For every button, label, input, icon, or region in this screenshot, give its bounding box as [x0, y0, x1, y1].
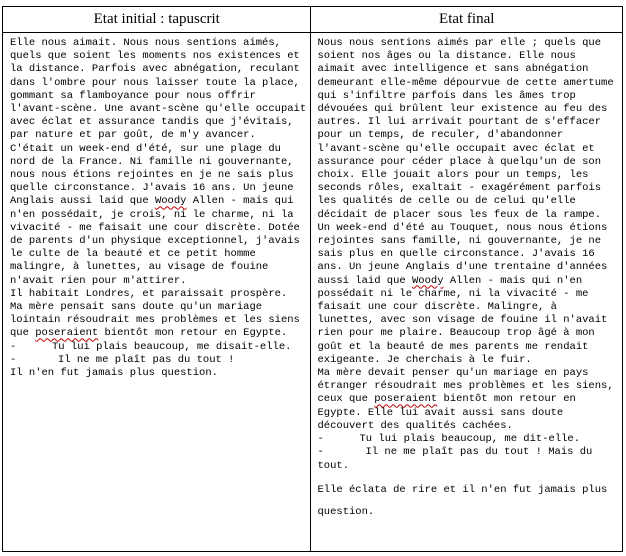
header-row: [3, 7, 623, 33]
right-paragraph-2-end: Allen - mais qui n'en possédait ni le charme, ni la vivacité - me faisait une cour discrète. Malingre, à lunettes, avec son visage de fouine il n'avait rien pour me plaire. Beaucoup trop âgé à mon goût et la beauté de mes parents me rendait exigeante. Je cherchais à le fuir.: [317, 274, 608, 366]
right-paragraph-4: Elle éclata de rire et il n'en fut jamais plus question.: [317, 483, 608, 518]
left-dialogue-2-dash: -: [10, 353, 17, 366]
left-paragraph-4-start: Ma mère pensait sans doute qu'un mariage lointain résoudrait mes problèmes et les siens que: [10, 301, 300, 340]
left-dialogue-2: [10, 354, 307, 367]
right-woody-word: Woody: [412, 274, 444, 287]
right-paragraph-2-start: Un week-end d'été au Touquet, nous nous étions rejointes sans famille, ni gouvernante, je ne sais plus en quelle circonstance. J'avais 16 ans. Un jeune Anglais d'une trentaine d'années aussi laid que: [317, 221, 608, 287]
left-paragraph-5: Il n'en fut jamais plus question.: [10, 367, 218, 380]
right-dialogue-2-text: Il ne me plaît pas du tout ! Mais du tout.: [317, 446, 593, 472]
right-paragraph-2: [317, 222, 619, 367]
header-final-state: Etat final: [311, 7, 623, 33]
right-dialogue-1-text: Tu lui plais beaucoup, me dit-elle.: [359, 433, 581, 446]
left-paragraph-3: Il habitait Londres, et paraissait prospère.: [10, 287, 288, 300]
right-dialogue-2-dash: -: [317, 446, 324, 459]
left-paragraph-2-end: Allen - mais qui n'en possédait, je crois, ni le charme, ni la vivacité - me faisait une cour discrète. Dotée de parents d'un physique exceptionnel, j'avais le culte de la beauté et ce petit homme malingre, à lunettes, au visage de fouine n'avait rien pour m'attirer.: [10, 195, 300, 287]
right-dialogue-1-dash: -: [317, 433, 324, 446]
right-paragraph-3-start: Ma mère devait penser qu'un mariage en pays étranger résoudrait mes problèmes et les siens, ceux que: [317, 367, 614, 406]
right-poseraient-word: poseraient: [374, 393, 438, 406]
comparison-table: [2, 6, 623, 552]
right-paragraph-1: Nous nous sentions aimés par elle ; quels que soient nos âges ou la distance. Elle nous aimait avec intelligence et sans abnégation demeurant elle-même dépourvue de cette amertume qui s'infiltre parfois dans les âmes trop dévouées qui brûlent leur existence au feu des autres. Il lui arrivait pourtant de s'effacer pour un temps, de reculer, d'abandonner l'avant-scène qu'elle occupait avec éclat et assurance pour céder place à quelqu'un de son choix. Elle jouait alors pour un temps, les seconds rôles, exaltait - exagérément parfois les qualités de celle ou de celui qu'elle décidait de placer sous les feux de la rampe.: [317, 37, 614, 221]
initial-text-block: [3, 33, 310, 380]
left-dialogue-2-text: Il ne me plaît pas du tout !: [58, 353, 235, 366]
left-dialogue-1-dash: -: [10, 340, 17, 353]
right-dialogue-1: [317, 433, 619, 446]
left-poseraient-word: poseraient: [35, 327, 99, 340]
right-paragraph-3-end: bientôt mon retour en Egypte. Elle lui avait aussi sans doute découvert des qualités cachées.: [317, 393, 576, 432]
left-paragraph-4-end: bientôt mon retour en Egypte.: [98, 327, 288, 340]
left-dialogue-1: [10, 341, 307, 354]
right-dialogue-2: [317, 446, 619, 472]
final-text-block: [311, 33, 622, 523]
content-row: [3, 33, 623, 552]
left-paragraph-4: [10, 301, 307, 341]
left-paragraph-1: Elle nous aimait. Nous nous sentions aimés, quels que soient les moments nos existences et la distance. Parfois avec abnégation, reculant dans l'ombre pour nous laisser toute la place, gommant sa flamboyance pour nous offrir l'avant-scène. Une avant-scène qu'elle occupait avec éclat et assurance tandis que j'évitais, par nature et par goût, de m'y avancer.: [10, 37, 307, 142]
right-paragraph-3: [317, 367, 619, 433]
initial-state-cell: [3, 33, 311, 552]
header-initial-state: Etat initial : tapuscrit: [3, 7, 311, 33]
left-paragraph-2-start: C'était un week-end d'été, sur une plage du nord de la France. Ni famille ni gouvernante, nous nous étions rejointes en je ne sais plus quelle circonstance. J'avais 16 ans. Un jeune Anglais aussi laid que: [10, 142, 294, 208]
final-state-cell: [311, 33, 623, 552]
left-woody-word: Woody: [154, 195, 187, 208]
left-paragraph-2: [10, 143, 307, 288]
left-dialogue-1-text: Tu lui plais beaucoup, me disait-elle.: [52, 340, 292, 353]
